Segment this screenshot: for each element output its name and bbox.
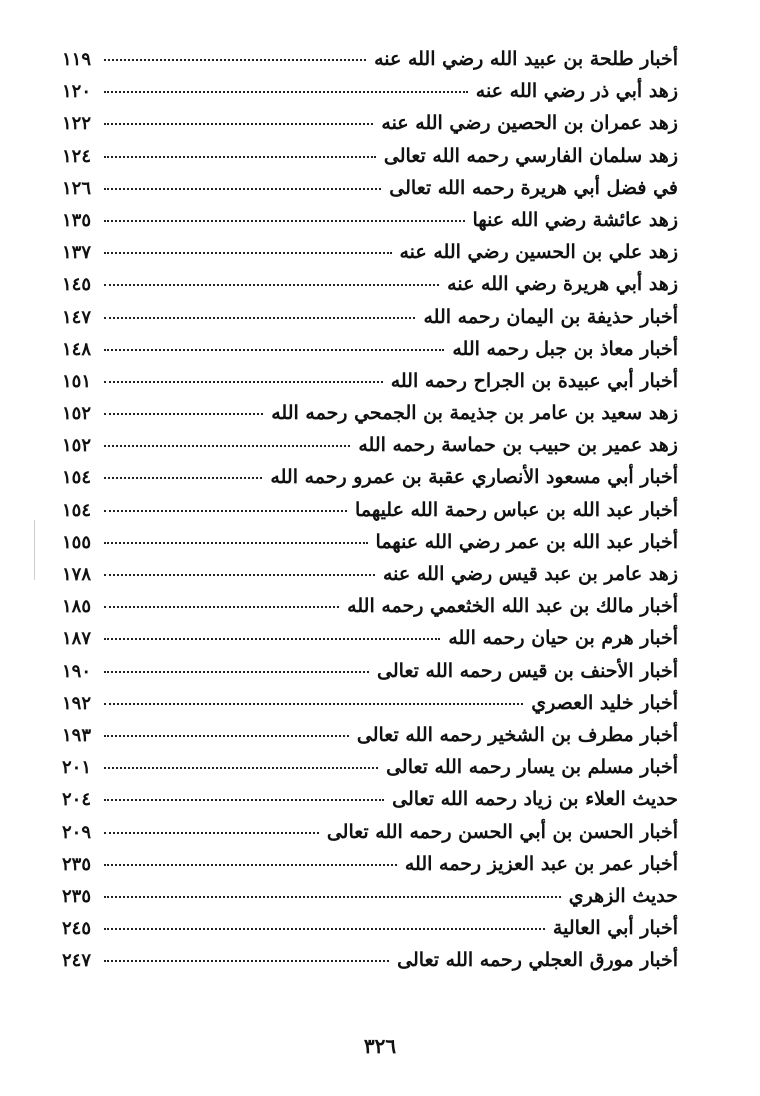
dot-leader [104, 864, 397, 866]
entry-title: أخبار الحسن بن أبي الحسن رحمه الله تعالى [326, 820, 678, 843]
entry-page-number: ١٥٤ [62, 499, 92, 521]
toc-entry [62, 466, 678, 498]
dot-leader [104, 381, 383, 383]
toc-entry [62, 338, 678, 370]
dot-leader [104, 606, 339, 608]
entry-page-number: ١٤٥ [62, 274, 92, 296]
entry-title: أخبار الأحنف بن قيس رحمه الله تعالى [377, 659, 678, 682]
toc-entry [62, 402, 678, 434]
dot-leader [104, 703, 523, 705]
toc-entry [62, 434, 678, 466]
toc-entry [62, 241, 678, 273]
dot-leader [104, 896, 561, 898]
toc-entry [62, 177, 678, 209]
entry-title: أخبار مطرف بن الشخير رحمه الله تعالى [356, 723, 678, 746]
toc-entry [62, 949, 678, 981]
entry-page-number: ١٣٥ [62, 209, 92, 231]
entry-page-number: ١٤٨ [62, 338, 92, 360]
entry-page-number: ١٩٢ [62, 692, 92, 714]
dot-leader [104, 960, 389, 962]
entry-page-number: ١٥٢ [62, 435, 92, 457]
entry-page-number: ٢٤٥ [62, 918, 92, 940]
entry-page-number: ١٣٧ [62, 242, 92, 264]
table-of-contents [62, 48, 678, 981]
toc-entry [62, 273, 678, 305]
dot-leader [104, 123, 373, 125]
dot-leader [104, 445, 350, 447]
entry-title: زهد علي بن الحسين رضي الله عنه [399, 241, 678, 264]
dot-leader [104, 477, 262, 479]
dot-leader [104, 413, 263, 415]
entry-title: حديث الزهري [568, 884, 678, 907]
dot-leader [104, 928, 545, 930]
entry-page-number: ١٧٨ [62, 564, 92, 585]
dot-leader [104, 735, 349, 737]
toc-entry [62, 563, 678, 595]
toc-entry [62, 885, 678, 917]
entry-title: أخبار هرم بن حيان رحمه الله [448, 627, 678, 650]
dot-leader [104, 220, 465, 222]
toc-entry [62, 724, 678, 756]
dot-leader [104, 59, 366, 61]
entry-title: أخبار عبد الله بن عباس رحمة الله عليهما [355, 498, 678, 521]
entry-title: أخبار مسلم بن يسار رحمه الله تعالى [386, 756, 678, 779]
entry-page-number: ٢٠٤ [62, 789, 92, 811]
entry-page-number: ٢٣٥ [62, 885, 92, 907]
entry-page-number: ١٢٢ [62, 113, 92, 135]
entry-page-number: ١٥٥ [62, 531, 92, 553]
dot-leader [104, 317, 415, 319]
dot-leader [104, 542, 368, 544]
entry-title: زهد عائشة رضي الله عنها [472, 208, 678, 231]
entry-page-number: ١٨٥ [62, 596, 92, 618]
toc-entry [62, 145, 678, 177]
entry-title: أخبار عبد الله بن عمر رضي الله عنهما [375, 530, 678, 553]
entry-title: حديث العلاء بن زياد رحمه الله تعالى [392, 788, 678, 811]
entry-page-number: ١٩٣ [62, 724, 92, 746]
dot-leader [104, 156, 376, 158]
toc-entry [62, 660, 678, 692]
toc-entry [62, 112, 678, 144]
toc-entry [62, 821, 678, 853]
toc-entry [62, 788, 678, 820]
entry-page-number: ١٤٧ [62, 306, 92, 328]
entry-page-number: ٢٣٥ [62, 853, 92, 875]
toc-entry [62, 48, 678, 80]
toc-entry [62, 853, 678, 885]
entry-page-number: ١١٩ [62, 49, 92, 70]
entry-page-number: ١٨٧ [62, 628, 92, 650]
dot-leader [104, 510, 347, 512]
dot-leader [104, 832, 319, 834]
entry-title: زهد سعيد بن عامر بن جذيمة بن الجمحي رحمه الله [271, 402, 678, 425]
entry-title: في فضل أبي هريرة رحمه الله تعالى [389, 176, 678, 199]
dot-leader [104, 671, 369, 673]
toc-entry [62, 627, 678, 659]
entry-page-number: ١٢٤ [62, 145, 92, 167]
page-number: ٣٢٦ [363, 1034, 397, 1058]
toc-entry [62, 370, 678, 402]
entry-page-number: ١٩٠ [62, 660, 92, 682]
entry-title: زهد سلمان الفارسي رحمه الله تعالى [383, 144, 678, 167]
entry-page-number: ١٢٠ [62, 81, 92, 103]
toc-entry [62, 756, 678, 788]
entry-page-number: ١٢٦ [62, 177, 92, 199]
toc-entry [62, 917, 678, 949]
entry-title: أخبار خليد العصري [531, 691, 678, 714]
entry-page-number: ٢٤٧ [62, 950, 92, 972]
entry-title: زهد أبي هريرة رضي الله عنه [447, 273, 678, 296]
entry-title: أخبار حذيفة بن اليمان رحمه الله [423, 305, 678, 328]
entry-page-number: ١٥٢ [62, 403, 92, 425]
dot-leader [104, 349, 444, 351]
entry-title: أخبار أبي عبيدة بن الجراح رحمه الله [390, 369, 678, 392]
toc-entry [62, 209, 678, 241]
entry-page-number: ٢٠١ [62, 757, 92, 779]
entry-title: أخبار أبي مسعود الأنصاري عقبة بن عمرو رحمه الله [270, 466, 678, 489]
entry-title: أخبار أبي العالية [552, 917, 678, 940]
entry-title: زهد عمران بن الحصين رضي الله عنه [381, 112, 678, 135]
toc-entry [62, 692, 678, 724]
dot-leader [104, 252, 392, 254]
toc-entry [62, 499, 678, 531]
entry-title: أخبار عمر بن عبد العزيز رحمه الله [404, 852, 678, 875]
entry-title: زهد عمير بن حبيب بن حماسة رحمه الله [358, 434, 678, 457]
dot-leader [104, 767, 378, 769]
margin-rule [34, 520, 35, 580]
toc-entry [62, 306, 678, 338]
dot-leader [104, 638, 440, 640]
entry-title: أخبار مورق العجلي رحمه الله تعالى [397, 949, 678, 972]
toc-entry [62, 80, 678, 112]
entry-title: زهد عامر بن عبد قيس رضي الله عنه [382, 563, 678, 585]
toc-entry [62, 531, 678, 563]
entry-page-number: ١٥٤ [62, 467, 92, 489]
entry-title: أخبار طلحة بن عبيد الله رضي الله عنه [374, 48, 678, 70]
dot-leader [104, 574, 375, 576]
dot-leader [104, 188, 381, 190]
dot-leader [104, 799, 384, 801]
entry-page-number: ١٥١ [62, 370, 92, 392]
entry-page-number: ٢٠٩ [62, 821, 92, 843]
entry-title: أخبار مالك بن عبد الله الخثعمي رحمه الله [347, 595, 678, 618]
entry-title: زهد أبي ذر رضي الله عنه [475, 80, 678, 103]
dot-leader [104, 91, 468, 93]
toc-entry [62, 595, 678, 627]
dot-leader [104, 284, 439, 286]
entry-title: أخبار معاذ بن جبل رحمه الله [452, 337, 678, 360]
